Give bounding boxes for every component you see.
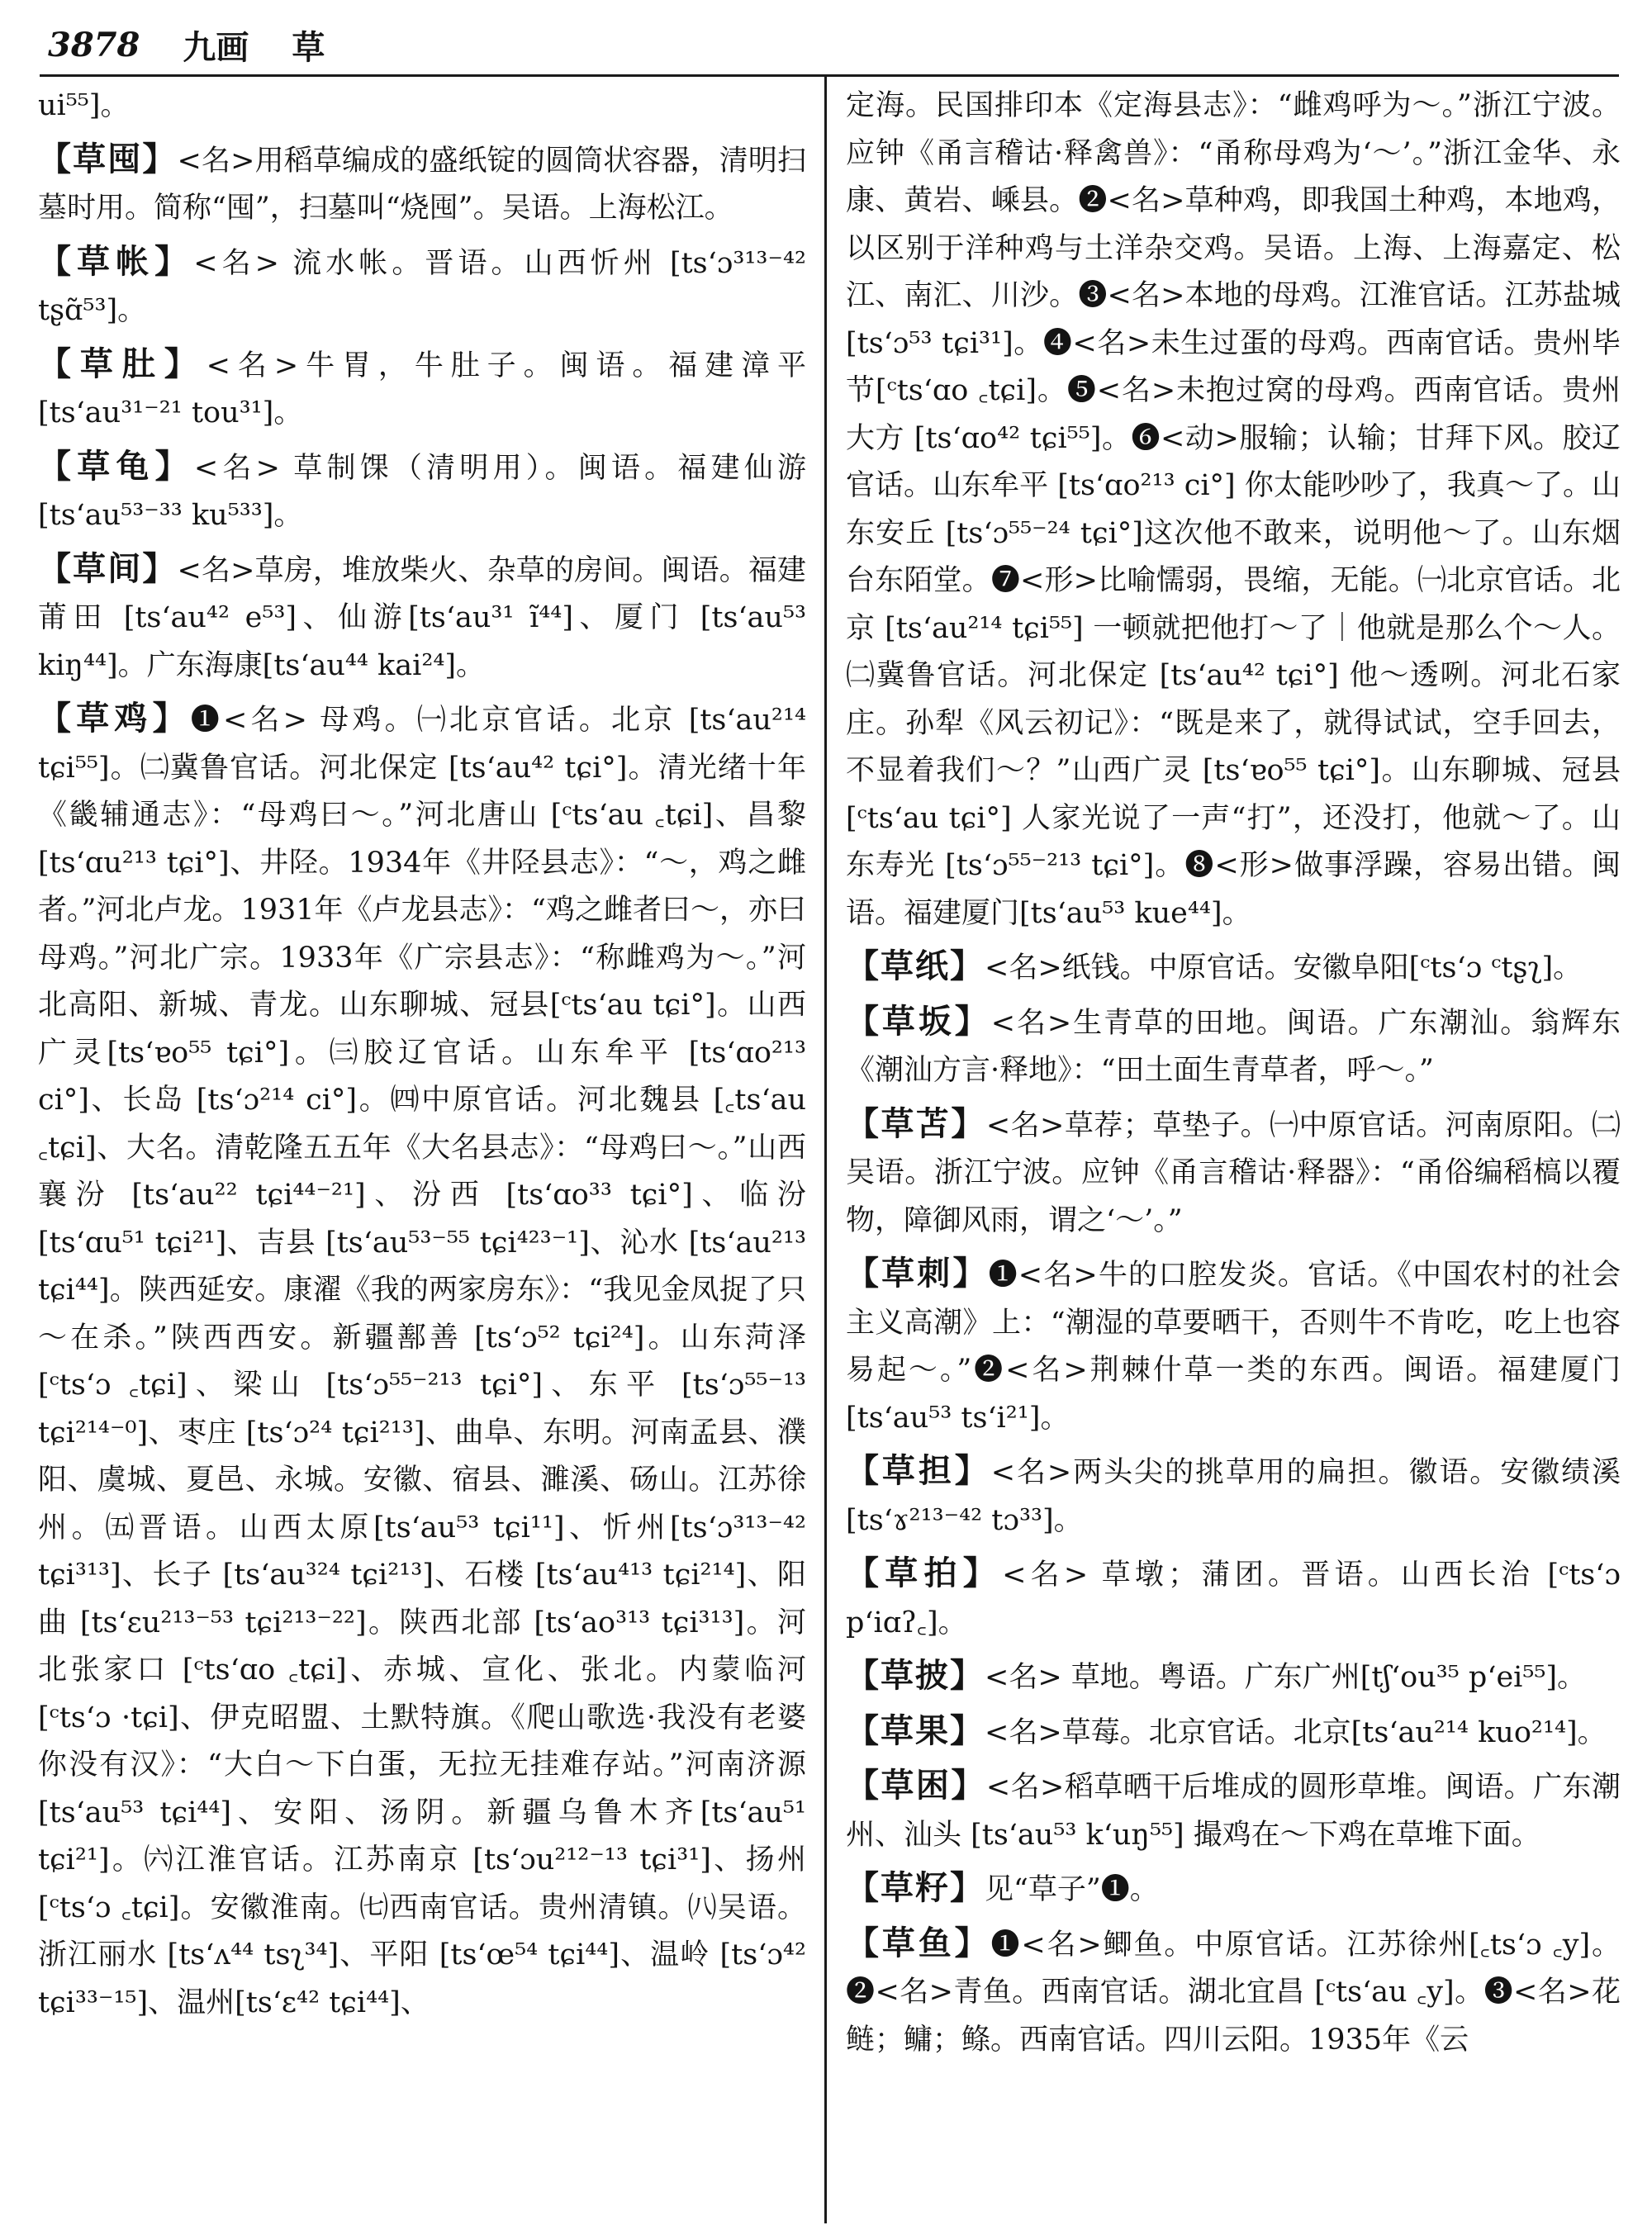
entry-definition: <名>生青草的田地。闽语。广东潮汕。翁辉东《潮汕方言·释地》：“田土面生青草者，呼～。” [846, 1006, 1621, 1087]
column-divider [824, 76, 827, 2223]
entry-headword: 【草间】 [38, 548, 178, 588]
dictionary-entry [846, 1864, 1621, 1914]
dictionary-entry [846, 1549, 1621, 1647]
entry-headword: 【草龟】 [38, 446, 194, 486]
entry-headword: 【草刺】 [846, 1254, 989, 1293]
dictionary-entry [846, 1707, 1621, 1758]
entry-definition: 定海。民国排印本《定海县志》：“雌鸡呼为～。”浙江宁波。应钟《甬言稽诂·释禽兽》：“甬称母鸡为‘～’。”浙江金华、永康、黄岩、嵊县。❷<名>草种鸡，即我国土种鸡，本地鸡，以区别于洋种鸡与土洋杂交鸡。吴语。上海、上海嘉定、松江、南汇、川沙。❸<名>本地的母鸡。江淮官话。江苏盐城 [tsʻɔ⁵³ tɕi³¹]。❹<名>未生过蛋的母鸡。西南官话。贵州毕节[ᶜtsʻɑo ꜀tɕi]。❺<名>未抱过窝的母鸡。西南官话。贵州大方 [tsʻɑo⁴² tɕi⁵⁵]。❻<动>服输；认输；甘拜下风。胶辽官话。山东牟平 [tsʻɑo²¹³ ci°] 你太能吵吵了，我真～了。山东安丘 [tsʻɔ⁵⁵⁻²⁴ tɕi°]这次他不敢来，说明他～了。山东烟台东陌堂。❼<形>比喻懦弱，畏缩，无能。㈠北京官话。北京 [tsʻau²¹⁴ tɕi⁵⁵] 一顿就把他打～了｜他就是那么个～人。㈡冀鲁官话。河北保定 [tsʻau⁴² tɕi°] 他～透咧。河北石家庄。孙犁《风云初记》：“既是来了，就得试试，空手回去，不显着我们～？”山西广灵 [tsʻɐo⁵⁵ tɕi°]。山东聊城、冠县 [ᶜtsʻau tɕi°] 人家光说了一声“打”，还没打，他就～了。山东寿光 [tsʻɔ⁵⁵⁻²¹³ tɕi°]。❽<形>做事浮躁，容易出错。闽语。福建厦门[tsʻau⁵³ kue⁴⁴]。 [846, 89, 1621, 930]
dictionary-entry [846, 1250, 1621, 1442]
header-char: 草 [292, 27, 325, 67]
entry-headword: 【草囤】 [38, 139, 178, 178]
dictionary-entry [846, 1447, 1621, 1544]
entry-definition: ui⁵⁵]。 [38, 89, 130, 122]
entry-headword: 【草肚】 [38, 344, 206, 383]
entry-headword: 【草坂】 [846, 1001, 991, 1041]
entry-definition: <名>草荐；草垫子。㈠中原官话。河南原阳。㈡吴语。浙江宁波。应钟《甬言稽诂·释器》：“甬俗编稻槁以覆物，障御风雨，谓之‘～’。” [846, 1108, 1621, 1237]
entry-definition: ❶<名> 母鸡。㈠北京官话。北京 [tsʻau²¹⁴ tɕi⁵⁵]。㈡冀鲁官话。河北保定 [tsʻau⁴² tɕi°]。清光绪十年《畿辅通志》：“母鸡曰～。”河北唐山 [ᶜtsʻau ꜀tɕi]、昌黎 [tsʻɑu²¹³ tɕi°]、井陉。1934年《井陉县志》：“～，鸡之雌者。”河北卢龙。1931年《卢龙县志》：“鸡之雌者曰～，亦曰母鸡。”河北广宗。1933年《广宗县志》：“称雌鸡为～。”河北高阳、新城、青龙。山东聊城、冠县[ᶜtsʻau tɕi°]。山西广灵[tsʻɐo⁵⁵ tɕi°]。㈢胶辽官话。山东牟平 [tsʻɑo²¹³ ci°]、长岛 [tsʻɔ²¹⁴ ci°]。㈣中原官话。河北魏县 [꜀tsʻau ꜀tɕi]、大名。清乾隆五五年《大名县志》：“母鸡曰～。”山西襄汾 [tsʻau²² tɕi⁴⁴⁻²¹]、汾西 [tsʻɑo³³ tɕi°]、临汾 [tsʻɑu⁵¹ tɕi²¹]、吉县 [tsʻau⁵³⁻⁵⁵ tɕi⁴²³⁻¹]、沁水 [tsʻau²¹³ tɕi⁴⁴]。陕西延安。康濯《我的两家房东》：“我见金凤捉了只～在杀。”陕西西安。新疆鄯善 [tsʻɔ⁵² tɕi²⁴]。山东菏泽 [ᶜtsʻɔ ꜀tɕi]、梁山 [tsʻɔ⁵⁵⁻²¹³ tɕi°]、东平 [tsʻɔ⁵⁵⁻¹³ tɕi²¹⁴⁻⁰]、枣庄 [tsʻɔ²⁴ tɕi²¹³]、曲阜、东明。河南孟县、濮阳、虞城、夏邑、永城。安徽、宿县、濉溪、砀山。江苏徐州。㈤晋语。山西太原[tsʻau⁵³ tɕi¹¹]、忻州[tsʻɔ³¹³⁻⁴² tɕi³¹³]、长子 [tsʻau³²⁴ tɕi²¹³]、石楼 [tsʻau⁴¹³ tɕi²¹⁴]、阳曲 [tsʻɛu²¹³⁻⁵³ tɕi²¹³⁻²²]。陕西北部 [tsʻao³¹³ tɕi³¹³]。河北张家口 [ᶜtsʻɑo ꜀tɕi]、赤城、宣化、张北。内蒙临河 [ᶜtsʻɔ ·tɕi]、伊克昭盟、土默特旗。《爬山歌选·我没有老婆你没有汉》：“大白～下白蛋，无拉无挂难存站。”河南济源 [tsʻau⁵³ tɕi⁴⁴]、安阳、汤阴。新疆乌鲁木齐[tsʻau⁵¹ tɕi²¹]。㈥江淮官话。江苏南京 [tsʻɔu²¹²⁻¹³ tɕi³¹]、扬州 [ᶜtsʻɔ ꜀tɕi]。安徽淮南。㈦西南官话。贵州清镇。㈧吴语。浙江丽水 [tsʻʌ⁴⁴ tsʅ³⁴]、平阳 [tsʻœ⁵⁴ tɕi⁴⁴]、温岭 [tsʻɔ⁴² tɕi³³⁻¹⁵]、温州[tsʻɛ⁴² tɕi⁴⁴]、 [38, 704, 806, 2019]
entry-headword: 【草帐】 [38, 241, 194, 281]
dictionary-entry [38, 83, 806, 130]
entry-definition: ❶<名>牛的口腔发炎。官话。《中国农村的社会主义高潮》上：“潮湿的草要晒干，否则牛不肯吃，吃上也容易起～。”❷<名>荆棘什草一类的东西。闽语。福建厦门 [tsʻau⁵³ tsʻi²¹]。 [846, 1259, 1621, 1435]
left-column [38, 83, 806, 2222]
entry-definition: <名> 草墩；蒲团。晋语。山西长治 [ᶜtsʻɔ pʻiɑʔ꜀]。 [846, 1559, 1621, 1639]
entry-definition: <名> 草制馃（清明用）。闽语。福建仙游 [tsʻau⁵³⁻³³ ku⁵³³]。 [38, 451, 806, 532]
entry-headword: 【草鱼】 [846, 1923, 991, 1962]
entry-headword: 【草拍】 [846, 1554, 1003, 1592]
right-column [846, 83, 1621, 2222]
dictionary-entry [846, 83, 1621, 937]
dictionary-entry [846, 1100, 1621, 1245]
dictionary-entry [846, 1762, 1621, 1859]
dictionary-entry [846, 998, 1621, 1095]
entry-definition: <名> 草地。粤语。广东广州[tʃʻou³⁵ pʻei⁵⁵]。 [985, 1661, 1587, 1694]
entry-definition: <名>牛胃，牛肚子。闽语。福建漳平 [tsʻau³¹⁻²¹ tou³¹]。 [38, 349, 806, 429]
dictionary-entry [38, 135, 806, 233]
entry-headword: 【草苫】 [846, 1103, 986, 1143]
entry-headword: 【草担】 [846, 1451, 991, 1490]
dictionary-entry [846, 1919, 1621, 2065]
page-number: 3878 [48, 25, 140, 64]
dictionary-entry [846, 942, 1621, 993]
entry-headword: 【草纸】 [846, 947, 985, 985]
entry-headword: 【草籽】 [846, 1868, 985, 1907]
section-label: 九画 [183, 27, 249, 67]
dictionary-entry [38, 443, 806, 540]
entry-definition: <名>用稻草编成的盛纸锭的圆筒状容器，清明扫墓时用。简称“囤”，扫墓叫“烧囤”。吴语。上海松江。 [38, 144, 806, 225]
entry-definition: <名>两头尖的挑草用的扁担。徽语。安徽绩溪 [tsʻɤ²¹³⁻⁴² tɔ³³]。 [846, 1456, 1621, 1537]
entry-definition: <名>草房，堆放柴火、杂草的房间。闽语。福建莆田 [tsʻau⁴² e⁵³]、仙游[tsʻau³¹ ĩ⁴⁴]、厦门 [tsʻau⁵³ kiŋ⁴⁴]。广东海康[tsʻau⁴⁴ kai²⁴]。 [38, 553, 806, 682]
dictionary-entry [38, 695, 806, 2027]
entry-definition: <名> 流水帐。晋语。山西忻州 [tsʻɔ³¹³⁻⁴² tʂɑ̃⁵³]。 [38, 246, 806, 327]
entry-definition: <名>纸钱。中原官话。安徽阜阳[ᶜtsʻɔ ᶜtʂʅ]。 [985, 951, 1583, 985]
entry-headword: 【草困】 [846, 1766, 986, 1805]
dictionary-entry [38, 340, 806, 438]
entry-definition: ❶<名>鲫鱼。中原官话。江苏徐州[꜀tsʻɔ ꜀y]。❷<名>青鱼。西南官话。湖北宜昌 [ᶜtsʻau ꜀y]。❸<名>花鲢；鳙；鲦。西南官话。四川云阳。1935年《云 [846, 1928, 1621, 2057]
entry-definition: 见“草子”❶。 [985, 1873, 1159, 1906]
entry-definition: <名>稻草晒干后堆成的圆形草堆。闽语。广东潮州、汕头 [tsʻau⁵³ kʻuŋ⁵⁵] 撮鸡在～下鸡在草堆下面。 [846, 1771, 1621, 1852]
entry-headword: 【草果】 [846, 1710, 985, 1750]
entry-headword: 【草鸡】 [38, 699, 191, 738]
header-rule [40, 74, 1619, 77]
page-header [48, 18, 1602, 71]
dictionary-entry [38, 238, 806, 335]
dictionary-entry [38, 545, 806, 690]
dictionary-entry [846, 1652, 1621, 1702]
entry-definition: <名>草莓。北京官话。北京[tsʻau²¹⁴ kuo²¹⁴]。 [985, 1715, 1607, 1749]
entry-headword: 【草披】 [846, 1656, 985, 1695]
